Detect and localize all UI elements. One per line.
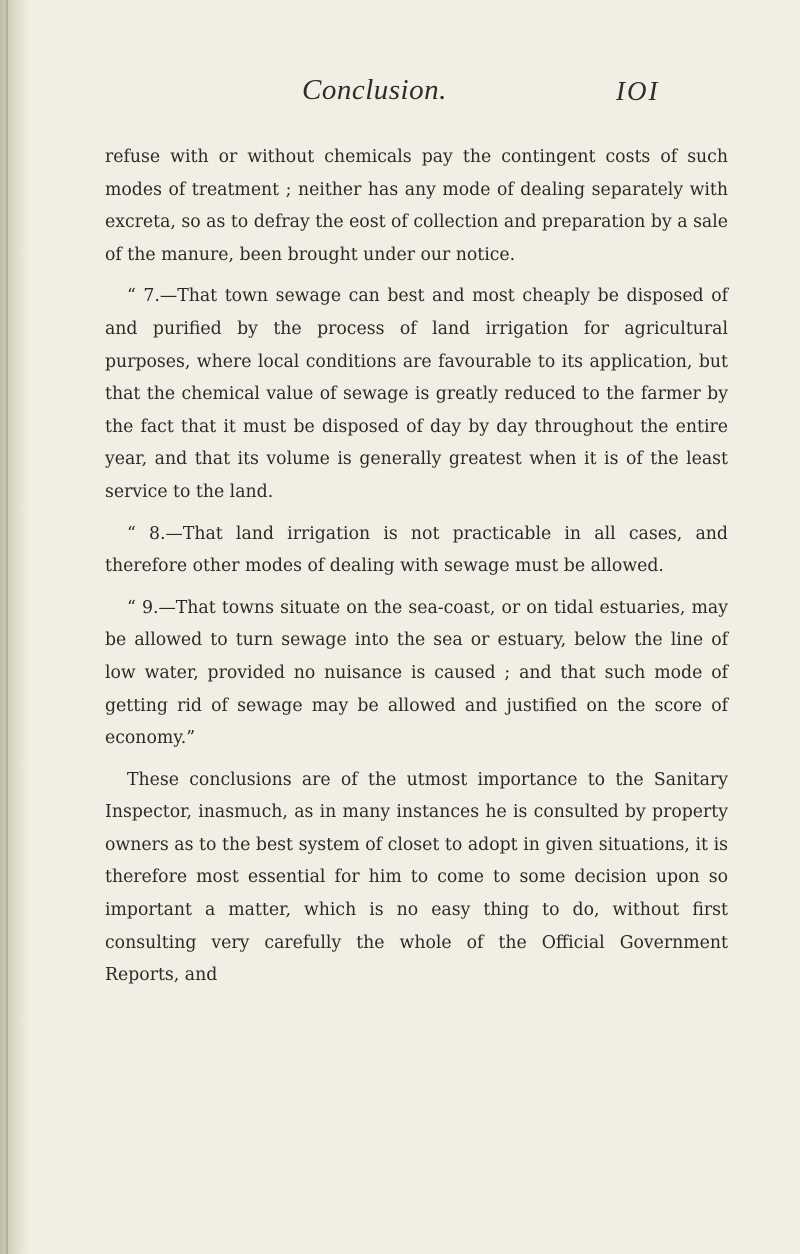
paragraph-conclusion-9: “ 9.—That towns situate on the sea-coast, or on tidal estuaries, may be allowed to turn sewage into the sea or estuary, below the line of low water, provided no nuisance is caused ; and that such mode of getting rid of sewage may be allowed and justified on the score of economy.” bbox=[105, 597, 728, 749]
paragraph-conclusion-7: “ 7.—That town sewage can best and most cheaply be disposed of and purified by the process of land irrigation for agricultural purposes, where local conditions are favourable to its application, but that the chemical value of sewage is greatly reduced to the farmer by the fact that it must be disposed of day by day throughout the entire year, and that its volume is generally greatest when it is of the least service to the land. bbox=[105, 286, 728, 502]
running-title: Conclusion. bbox=[302, 74, 447, 106]
paragraph-conclusion-8: “ 8.—That land irrigation is not practicable in all cases, and therefore other modes of dealing with sewage must be allowed. bbox=[105, 523, 728, 577]
paragraph-continuation: refuse with or without chemicals pay the contingent costs of such modes of treatment ; neither has any mode of dealing separately with excreta, so as to defray the eost of collection and preparation by a sale of the manure, been brought under our notice. bbox=[105, 147, 728, 265]
paragraph-commentary: These conclusions are of the utmost importance to the Sanitary Inspector, inasmuch, as in many instances he is consulted by property owners as to the best system of closet to adopt in given situations, it is therefore most essential for him to come to some decision upon so important a matter, which is no easy thing to do, without first consulting very carefully the whole of the Official Government Reports, and bbox=[105, 769, 728, 986]
running-head bbox=[0, 72, 800, 112]
page-number: IOI bbox=[616, 76, 660, 106]
body-text bbox=[105, 141, 728, 1001]
